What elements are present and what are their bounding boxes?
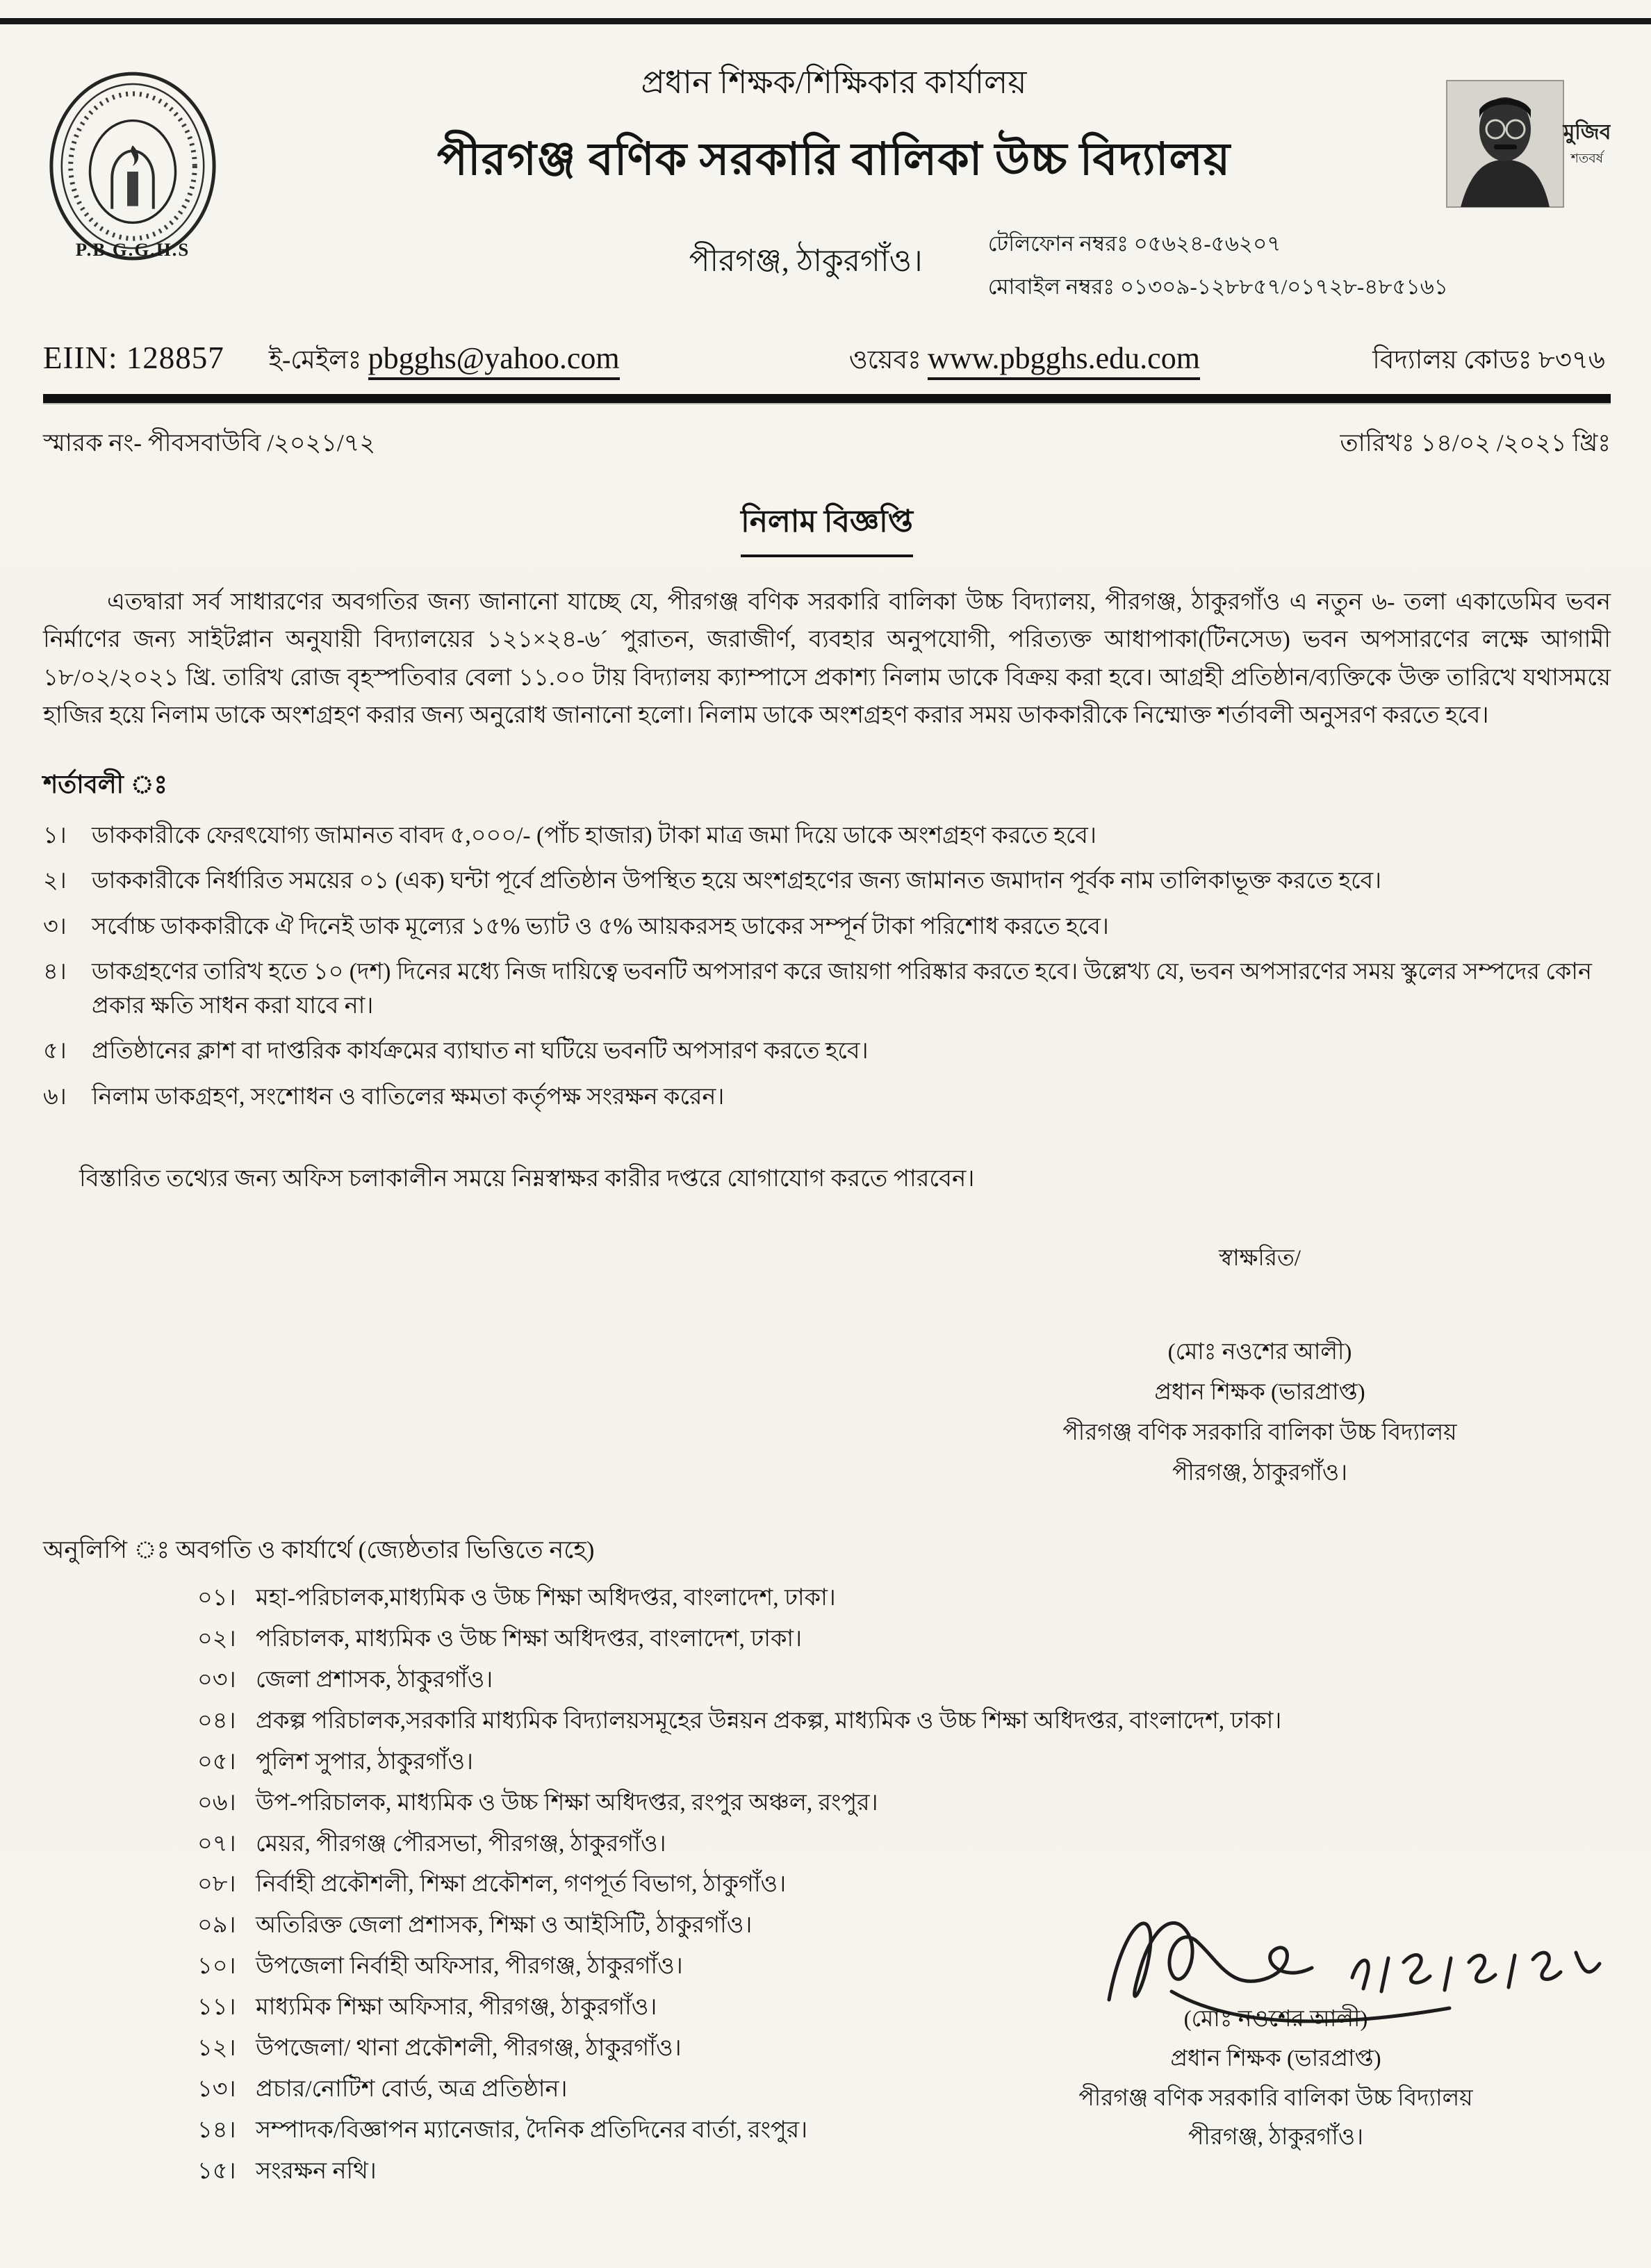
item-number: ০৬। (197, 1789, 236, 1816)
phone-block (988, 222, 1448, 309)
item-text: প্রচার/নোটিশ বোর্ড, অত্র প্রতিষ্ঠান। (256, 2076, 568, 2102)
condition-number: ৪। (43, 959, 67, 985)
signatory-name: (মোঃ নওশের আলী) (1183, 2007, 1368, 2032)
signatory-organization: পীরগঞ্জ বণিক সরকারি বালিকা উচ্চ বিদ্যালয় (1062, 1420, 1457, 1445)
condition-text: ডাককারীকে ফেরৎযোগ্য জামানত বাবদ ৫,০০০/- (পাঁচ হাজার) টাকা মাত্র জমা দিয়ে ডাকে অংশগ্রহণ করতে হবে। (92, 822, 1096, 848)
item-text: সংরক্ষন নথি। (256, 2158, 377, 2184)
item-text: অতিরিক্ত জেলা প্রশাসক, শিক্ষা ও আইসিটি, ঠাকুরগাঁও। (256, 1912, 753, 1939)
office-line: প্রধান শিক্ষক/শিক্ষিকার কার্যালয় (641, 65, 1027, 100)
item-number: ১৫। (197, 2158, 236, 2184)
distribution-item (197, 1789, 1611, 1818)
memo-number: স্মারক নং- পীবসবাউবি /২০২১/৭২ (43, 429, 376, 457)
signatory-place: পীরগঞ্জ, ঠাকুরগাঁও। (1172, 1460, 1348, 1486)
item-number: ১২। (197, 2035, 236, 2061)
distribution-item (197, 1584, 1611, 1613)
distribution-item (197, 1625, 1611, 1654)
mujib-logo-text-1: মুজিব (1563, 121, 1611, 144)
email-address: pbgghs@yahoo.com (368, 341, 620, 380)
signature-block-top (992, 1239, 1527, 1494)
web-label: ওয়েবঃ (848, 346, 921, 375)
condition-number: ৬। (43, 1083, 67, 1110)
condition-item (43, 910, 1611, 944)
item-number: ০৯। (197, 1912, 236, 1939)
condition-text: ডাকগ্রহণের তারিখ হতে ১০ (দশ) দিনের মধ্যে নিজ দায়িত্বে ভবনটি অপসারণ করে জায়গা পরিষ্কার করতে হবে। উল্লেখ্য যে, ভবন অপসারণের সময় স্কুলের সম্পদের কোন প্রকার ক্ষতি সাধন করা যাবে না। (92, 959, 1592, 1019)
distribution-item (197, 1830, 1611, 1859)
item-number: ০২। (197, 1626, 236, 1652)
signature-block-bottom (1005, 2000, 1547, 2158)
item-text: উপ-পরিচালক, মাধ্যমিক ও উচ্চ শিক্ষা অধিদপ্তর, রংপুর অঞ্চল, রংপুর। (256, 1789, 878, 1816)
item-number: ০৮। (197, 1871, 236, 1898)
item-text: নির্বাহী প্রকৌশলী, শিক্ষা প্রকৌশল, গণপূর্ত বিভাগ, ঠাকুগাঁও। (256, 1871, 787, 1898)
mobile-number: মোবাইল নম্বরঃ ০১৩০৯-১২৮৮৫৭/০১৭২৮-৪৮৫১৬১ (987, 274, 1448, 299)
condition-item (43, 1035, 1611, 1069)
signatory-organization: পীরগঞ্জ বণিক সরকারি বালিকা উচ্চ বিদ্যালয় (1078, 2085, 1473, 2111)
seal-banner-text: P.B.G.G.H.S (75, 239, 190, 261)
item-number: ০৫। (197, 1748, 236, 1775)
condition-number: ৫। (43, 1038, 67, 1065)
signatory-place: পীরগঞ্জ, ঠাকুরগাঁও। (1188, 2125, 1364, 2151)
signatory-designation: প্রধান শিক্ষক (ভারপ্রাপ্ত) (1170, 2046, 1381, 2071)
item-text: মাধ্যমিক শিক্ষা অফিসার, পীরগঞ্জ, ঠাকুরগাঁও। (256, 1994, 657, 2020)
contact-info-row (43, 339, 1611, 383)
notice-title: নিলাম বিজ্ঞপ্তি (741, 498, 913, 557)
signatory-name: (মোঃ নওশের আলী) (1167, 1340, 1352, 1365)
item-text: উপজেলা/ থানা প্রকৌশলী, পীরগঞ্জ, ঠাকুরগাঁও। (256, 2035, 682, 2061)
item-number: ০১। (197, 1585, 236, 1611)
distribution-item (197, 1748, 1611, 1777)
item-text: পুলিশ সুপার, ঠাকুরগাঁও। (256, 1748, 474, 1775)
distribution-heading: অনুলিপি ঃ অবগতি ও কার্যার্থে (জ্যেষ্ঠতার ভিত্তিতে নহে) (43, 1536, 595, 1564)
condition-item (43, 864, 1611, 898)
mujib-logo-text-2: শতবর্ষ (1570, 151, 1604, 166)
school-name: পীরগঞ্জ বণিক সরকারি বালিকা উচ্চ বিদ্যালয় (436, 135, 1231, 185)
item-text: প্রকল্প পরিচালক,সরকারি মাধ্যমিক বিদ্যালয়সমূহের উন্নয়ন প্রকল্প, মাধ্যমিক ও উচ্চ শিক্ষা অধিদপ্তর, বাংলাদেশ, ঢাকা। (256, 1707, 1282, 1734)
mujib-portrait-icon (1444, 75, 1611, 214)
distribution-item (197, 2157, 1611, 2186)
item-text: সম্পাদক/বিজ্ঞাপন ম্যানেজার, দৈনিক প্রতিদিনের বার্তা, রংপুর। (256, 2117, 808, 2143)
school-address: পীরগঞ্জ, ঠাকুরগাঁও। (689, 244, 923, 278)
condition-text: নিলাম ডাকগ্রহণ, সংশোধন ও বাতিলের ক্ষমতা কর্তৃপক্ষ সংরক্ষন করেন। (92, 1083, 725, 1110)
memo-row (43, 424, 1611, 465)
letterhead-center (232, 49, 1448, 338)
mujib-borsho-logo (1436, 49, 1611, 214)
title-wrap (43, 498, 1611, 557)
condition-text: ডাককারীকে নির্ধারিত সময়ের ০১ (এক) ঘন্টা পূর্বে প্রতিষ্ঠান উপস্থিত হয়ে অংশগ্রহণের জন্য জামানত জমাদান পূর্বক নাম তালিকাভূক্ত করতে হবে। (92, 868, 1382, 894)
condition-item (43, 955, 1611, 1023)
distribution-item (197, 1707, 1611, 1736)
notice-body-paragraph: এতদ্বারা সর্ব সাধারণের অবগতির জন্য জানানো যাচ্ছে যে, পীরগঞ্জ বণিক সরকারি বালিকা উচ্চ বিদ্যালয়, পীরগঞ্জ, ঠাকুরগাঁও এ নতুন ৬- তলা একাডেমিব ভবন নির্মাণের জন্য সাইটপ্লান অনুযায়ী বিদ্যালয়ের ১২১×২৪-৬´ পুরাতন, জরাজীর্ণ, ব্যবহার অনুপযোগী, পরিত্যক্ত আধাপাকা(টিনসেড) ভবন অপসারণের লক্ষে আগামী ১৮/০২/২০২১ খ্রি. তারিখ রোজ বৃহস্পতিবার বেলা ১১.০০ টায় বিদ্যালয় ক্যাম্পাসে প্রকাশ্য নিলাম ডাকে বিক্রয় করা হবে। আগ্রহী প্রতিষ্ঠান/ব্যক্তিকে উক্ত তারিখে যথাসময়ে হাজির হয়ে নিলাম ডাকে অংশগ্রহণ করার জন্য অনুরোধ জানানো হলো। নিলাম ডাকে অংশগ্রহণ করার সময় ডাককারীকে নিম্মোক্ত শর্তাবলী অনুসরণ করতে হবে। (43, 589, 1611, 729)
item-text: উপজেলা নির্বাহী অফিসার, পীরগঞ্জ, ঠাকুরগাঁও। (256, 1953, 683, 1980)
document-date: তারিখঃ ১৪/০২ /২০২১ খ্রিঃ (1340, 429, 1611, 457)
item-number: ১৩। (197, 2076, 236, 2102)
distribution-item (197, 1666, 1611, 1695)
item-text: পরিচালক, মাধ্যমিক ও উচ্চ শিক্ষা অধিদপ্তর, বাংলাদেশ, ঢাকা। (256, 1626, 803, 1652)
school-seal-logo (43, 49, 232, 279)
condition-item (43, 819, 1611, 853)
condition-number: ৩। (43, 913, 67, 939)
condition-number: ২। (43, 868, 67, 894)
eiin-number: EIIN: 128857 (43, 340, 224, 375)
web-address: www.pbgghs.edu.com (928, 341, 1200, 380)
item-number: ০৭। (197, 1830, 236, 1857)
item-number: ১১। (197, 1994, 236, 2020)
signatory-designation: প্রধান শিক্ষক (ভারপ্রাপ্ত) (1154, 1380, 1365, 1405)
condition-text: প্রতিষ্ঠানের ক্লাশ বা দাপ্তরিক কার্যক্রমের ব্যাঘাত না ঘটিয়ে ভবনটি অপসারণ করতে হবে। (92, 1038, 869, 1065)
school-code: বিদ্যালয় কোডঃ ৮৩৭৬ (1372, 346, 1605, 375)
email-group (269, 339, 620, 383)
telephone-number: টেলিফোন নম্বরঃ ০৫৬২৪-৫৬২০৭ (987, 231, 1281, 256)
letterhead-sub (232, 214, 1448, 338)
item-number: ১৪। (197, 2117, 236, 2143)
item-number: ০৪। (197, 1707, 236, 1734)
item-text: জেলা প্রশাসক, ঠাকুরগাঁও। (256, 1667, 493, 1693)
condition-text: সর্বোচ্চ ডাককারীকে ঐ দিনেই ডাক মূল্যের ১৫% ভ্যাট ও ৫% আয়করসহ ডাকের সম্পূর্ন টাকা পরিশোধ করতে হবে। (92, 913, 1109, 939)
header-divider (43, 394, 1611, 403)
condition-item (43, 1080, 1611, 1115)
item-number: ০৩। (197, 1667, 236, 1693)
item-text: মহা-পরিচালক,মাধ্যমিক ও উচ্চ শিক্ষা অধিদপ্তর, বাংলাদেশ, ঢাকা। (256, 1585, 836, 1611)
item-text: মেয়র, পীরগঞ্জ পৌরসভা, পীরগঞ্জ, ঠাকুরগাঁও। (256, 1830, 666, 1857)
conditions-heading: শর্তাবলী ঃ (43, 770, 167, 798)
email-label: ই-মেইলঃ (268, 346, 362, 375)
school-seal-icon (43, 68, 222, 275)
web-group (849, 339, 1200, 383)
signed-label: স্বাক্ষরিত/ (1219, 1245, 1301, 1271)
item-number: ১০। (197, 1953, 236, 1980)
contact-note: বিস্তারিত তথ্যের জন্য অফিস চলাকালীন সময়ে নিম্নস্বাক্ষর কারীর দপ্তরে যোগাযোগ করতে পারবেন। (79, 1165, 975, 1192)
condition-number: ১। (43, 822, 67, 848)
letterhead (43, 49, 1611, 338)
